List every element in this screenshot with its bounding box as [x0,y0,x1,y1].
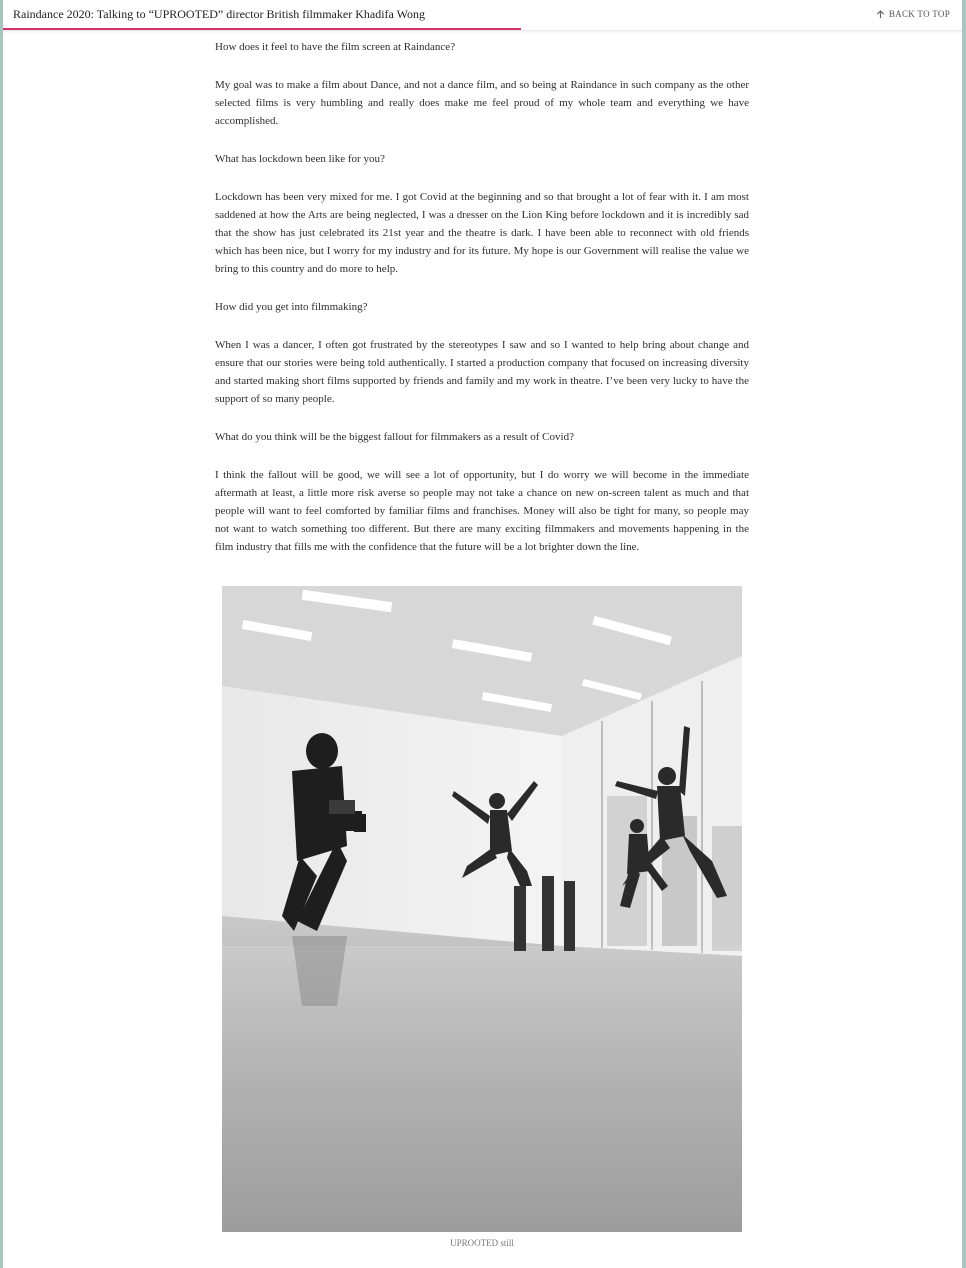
arrow-up-icon [876,10,885,19]
interview-question: How does it feel to have the film screen at Raindance? [215,41,456,53]
back-to-top-label: BACK TO TOP [888,9,950,19]
interview-answer: When I was a dancer, I often got frustrated by the stereotypes I saw and so I wanted to help bring about change and ensure that our stories were being told authentically. I started a production company that focused on increasing diversity and started making short films supported by friends and family and my work in theatre. I’ve been very lucky to have the support of so many people. [215,339,749,405]
back-to-top-link[interactable] [876,9,950,19]
article-title: Raindance 2020: Talking to “UPROOTED” director British filmmaker Khadifa Wong [13,7,425,21]
interview-question: How did you get into filmmaking? [215,301,368,313]
sticky-header [3,0,962,31]
interview-answer: My goal was to make a film about Dance, and not a dance film, and so being at Raindance in such company as the other selected films is very humbling and really does make me feel proud of my whole team and everything we have accomplished. [215,79,749,127]
interview-question: What do you think will be the biggest fallout for filmmakers as a result of Covid? [215,431,574,443]
interview-question: What has lockdown been like for you? [215,153,385,165]
reading-progress-bar [3,28,521,30]
window-frame-right [962,0,966,1268]
image-caption: UPROOTED still [450,1238,514,1248]
window-frame-left [0,0,3,1268]
interview-answer: Lockdown has been very mixed for me. I got Covid at the beginning and so that brought a lot of fear with it. I am most saddened at how the Arts are being neglected, I was a dresser on the Lion King before lockdown and it is incredibly sad that the show has just celebrated its 21st year and the theatre is dark. I have been able to reconnect with old friends which has been nice, but I worry for my industry and for its future. My hope is our Government will realise the value we bring to this country and do more to help. [215,191,749,275]
interview-answer: I think the fallout will be good, we will see a lot of opportunity, but I do worry we will become in the immediate aftermath at least, a little more risk averse so people may not take a chance on new on-screen talent as much and that people will want to feel comforted by familiar films and franchises. Money will also be tight for many, so people may not want to watch something too different. But there are many exciting filmmakers and movements happening in the film industry that fills me with the confidence that the future will be a lot brighter down the line. [215,469,749,553]
film-still-image [222,586,742,1232]
article-body [215,38,749,556]
dance-studio-photo [222,586,742,1232]
